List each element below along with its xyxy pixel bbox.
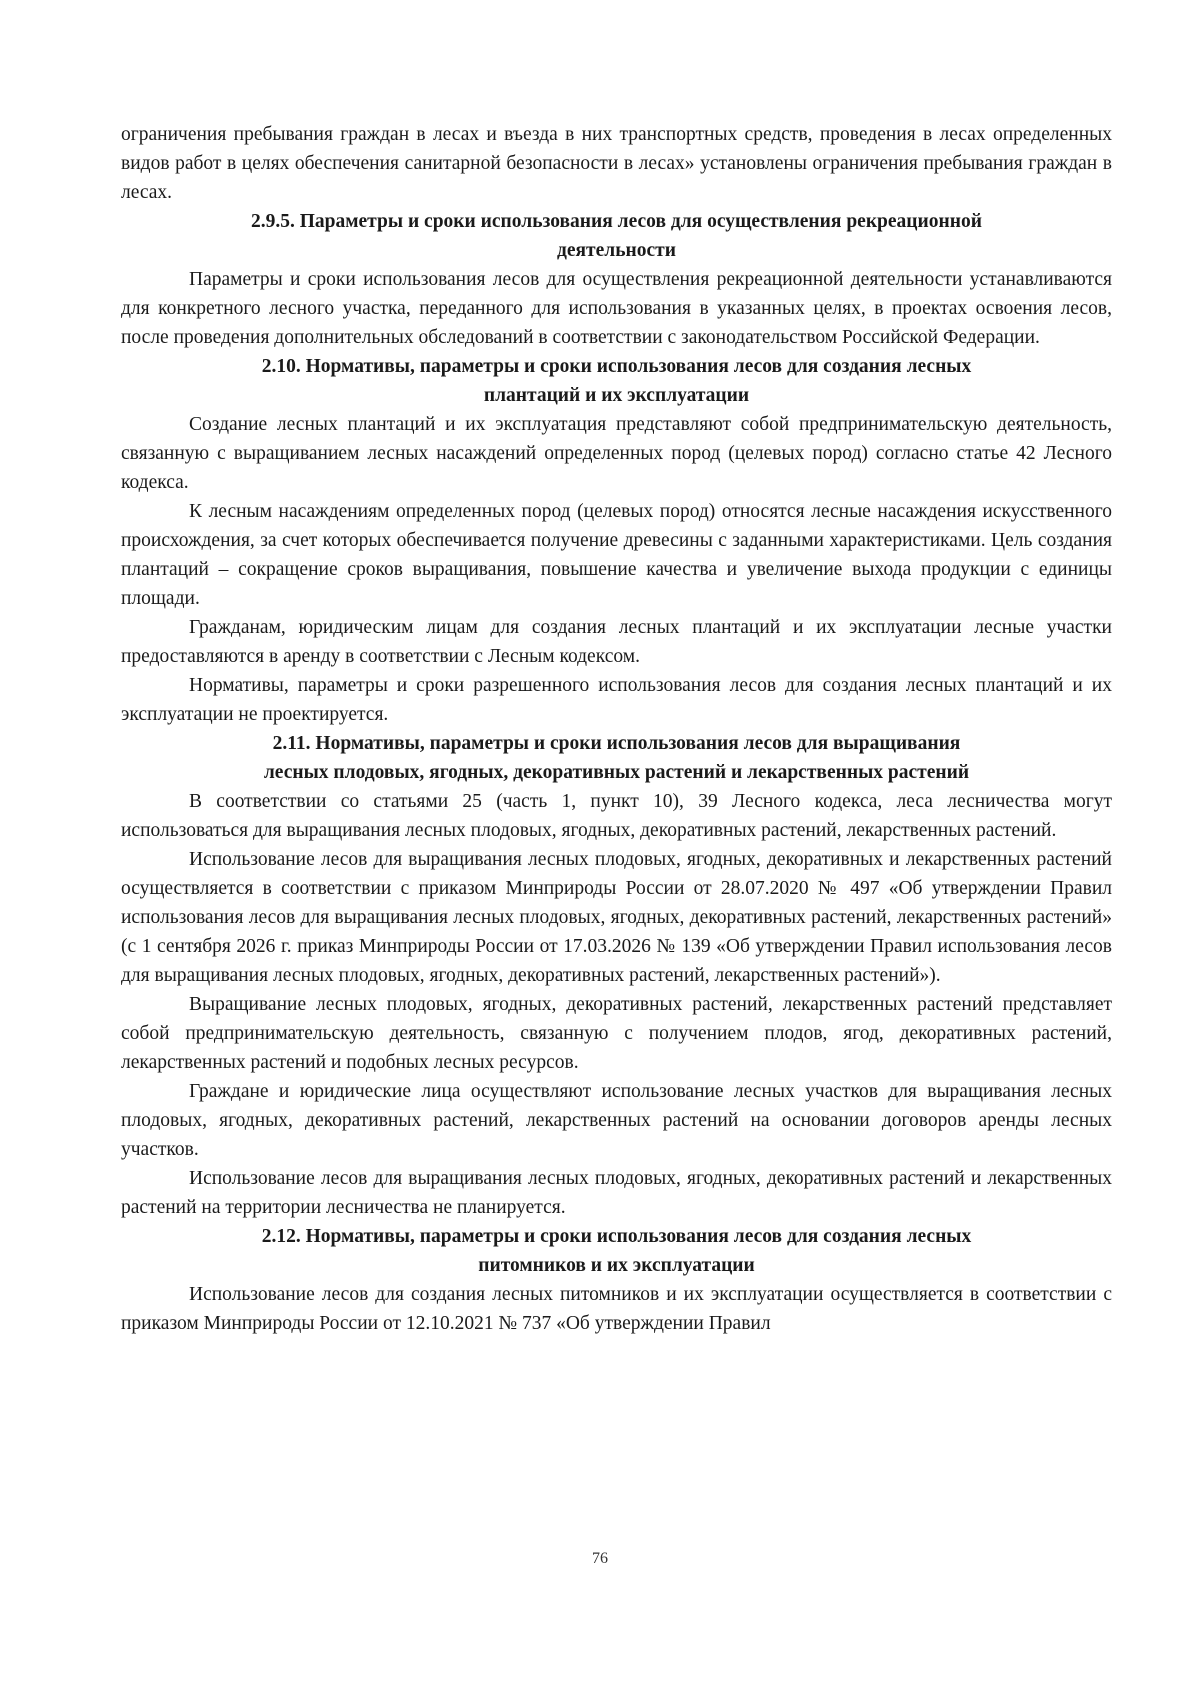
- heading-line: плантаций и их эксплуатации: [483, 385, 750, 406]
- heading-line: 2.10. Нормативы, параметры и сроки использования лесов для создания лесных: [261, 356, 972, 377]
- paragraph: Использование лесов для выращивания лесных плодовых, ягодных, декоративных и лекарственных растений осуществляется в соответствии с приказом Минприроды России от 28.07.2020 № 497 «Об утверждении Правил использования лесов для выращивания лесных плодовых, ягодных, декоративных растений, лекарственных растений» (с 1 сентября 2026 г. приказ Минприроды России от 17.03.2026 № 139 «Об утверждении Правил использования лесов для выращивания лесных плодовых, ягодных, декоративных растений, лекарственных растений»).: [121, 849, 1112, 986]
- paragraph: ограничения пребывания граждан в лесах и въезда в них транспортных средств, проведения в лесах определенных видов работ в целях обеспечения санитарной безопасности в лесах» установлены ограничения пребывания граждан в лесах.: [121, 124, 1112, 203]
- heading-line: 2.9.5. Параметры и сроки использования лесов для осуществления рекреационной: [250, 211, 982, 232]
- heading-line: 2.11. Нормативы, параметры и сроки использования лесов для выращивания: [272, 733, 961, 754]
- heading-line: 2.12. Нормативы, параметры и сроки использования лесов для создания лесных: [261, 1226, 972, 1247]
- section-heading-2-12: [121, 1222, 1112, 1280]
- paragraph: К лесным насаждениям определенных пород (целевых пород) относятся лесные насаждения искусственного происхождения, за счет которых обеспечивается получение древесины с заданными характеристиками. Цель создания плантаций – сокращение сроков выращивания, повышение качества и увеличение выхода продукции с единицы площади.: [121, 501, 1112, 609]
- page-number: 76: [592, 1550, 608, 1567]
- paragraph: Параметры и сроки использования лесов для осуществления рекреационной деятельности устанавливаются для конкретного лесного участка, переданного для использования в указанных целях, в проектах освоения лесов, после проведения дополнительных обследований в соответствии с законодательством Российской Федерации.: [121, 269, 1112, 348]
- heading-line: питомников и их эксплуатации: [478, 1255, 755, 1276]
- paragraph: Выращивание лесных плодовых, ягодных, декоративных растений, лекарственных растений представляет собой предпринимательскую деятельность, связанную с получением плодов, ягод, декоративных растений, лекарственных растений и подобных лесных ресурсов.: [121, 994, 1112, 1073]
- section-heading-2-11: [121, 729, 1112, 787]
- heading-line: лесных плодовых, ягодных, декоративных растений и лекарственных растений: [263, 762, 970, 783]
- paragraph: Гражданам, юридическим лицам для создания лесных плантаций и их эксплуатации лесные участки предоставляются в аренду в соответствии с Лесным кодексом.: [121, 617, 1112, 667]
- paragraph: Использование лесов для выращивания лесных плодовых, ягодных, декоративных растений и лекарственных растений на территории лесничества не планируется.: [121, 1168, 1112, 1218]
- heading-line: деятельности: [556, 240, 676, 261]
- section-heading-2-9-5: [121, 207, 1112, 265]
- paragraph: Нормативы, параметры и сроки разрешенного использования лесов для создания лесных плантаций и их эксплуатации не проектируется.: [121, 675, 1112, 725]
- paragraph: В соответствии со статьями 25 (часть 1, пункт 10), 39 Лесного кодекса, леса лесничества могут использоваться для выращивания лесных плодовых, ягодных, декоративных растений, лекарственных растений.: [121, 791, 1112, 841]
- section-heading-2-10: [121, 352, 1112, 410]
- document-page: [121, 120, 1112, 1338]
- paragraph: Использование лесов для создания лесных питомников и их эксплуатации осуществляется в соответствии с приказом Минприроды России от 12.10.2021 № 737 «Об утверждении Правил: [121, 1284, 1112, 1334]
- paragraph: Граждане и юридические лица осуществляют использование лесных участков для выращивания лесных плодовых, ягодных, декоративных растений, лекарственных растений на основании договоров аренды лесных участков.: [121, 1081, 1112, 1160]
- paragraph: Создание лесных плантаций и их эксплуатация представляют собой предпринимательскую деятельность, связанную с выращиванием лесных насаждений определенных пород (целевых пород) согласно статье 42 Лесного кодекса.: [121, 414, 1112, 493]
